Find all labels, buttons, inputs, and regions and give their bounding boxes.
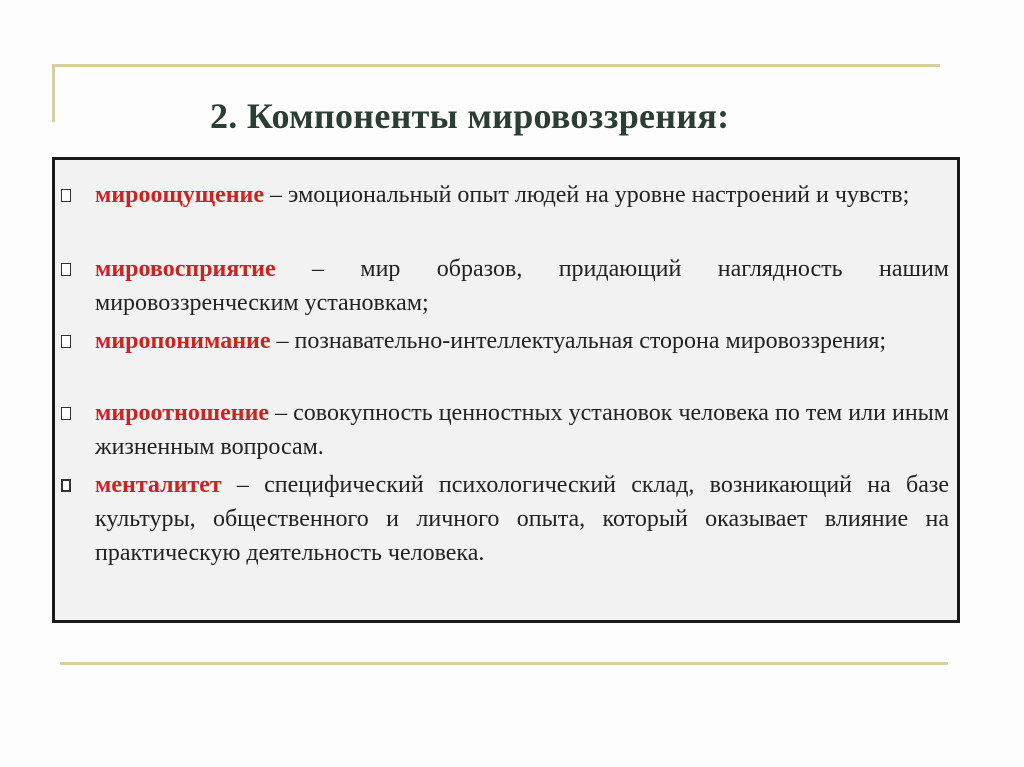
list-item-text xyxy=(95,468,949,570)
definitions-box xyxy=(52,157,960,623)
bullet-icon xyxy=(61,189,71,202)
term: мировосприятие xyxy=(95,256,276,282)
term: миропонимание xyxy=(95,328,271,354)
slide-title: 2. Компоненты мировоззрения: xyxy=(210,96,730,136)
decorative-top-line xyxy=(52,64,940,67)
definition: – специфический психологический склад, возникающий на базе культуры, общественного и личного опыта, который оказывает влияние на практическую деятельность человека. xyxy=(95,472,949,566)
bullet-icon xyxy=(61,407,71,420)
term: мироотношение xyxy=(95,400,270,426)
list-item-text xyxy=(95,324,949,358)
term: менталитет xyxy=(95,472,222,498)
list-item-text xyxy=(95,178,949,212)
definition: – совокупность ценностных установок человека по тем или иным жизненным вопросам. xyxy=(95,400,949,460)
bullet-icon xyxy=(61,479,71,492)
definition: – познавательно-интеллектуальная сторона мировоззрения; xyxy=(270,328,887,354)
list-item-text xyxy=(95,396,949,464)
decorative-bottom-line xyxy=(60,662,948,665)
list-item-text xyxy=(95,252,949,320)
term: мироощущение xyxy=(95,182,265,208)
bullet-icon xyxy=(61,263,71,276)
definition: – мир образов, придающий наглядность нашим мировоззренческим установкам; xyxy=(95,256,949,316)
bullet-icon xyxy=(61,335,71,348)
decorative-left-line xyxy=(52,64,55,122)
definition: – эмоциональный опыт людей на уровне настроений и чувств; xyxy=(264,182,910,208)
